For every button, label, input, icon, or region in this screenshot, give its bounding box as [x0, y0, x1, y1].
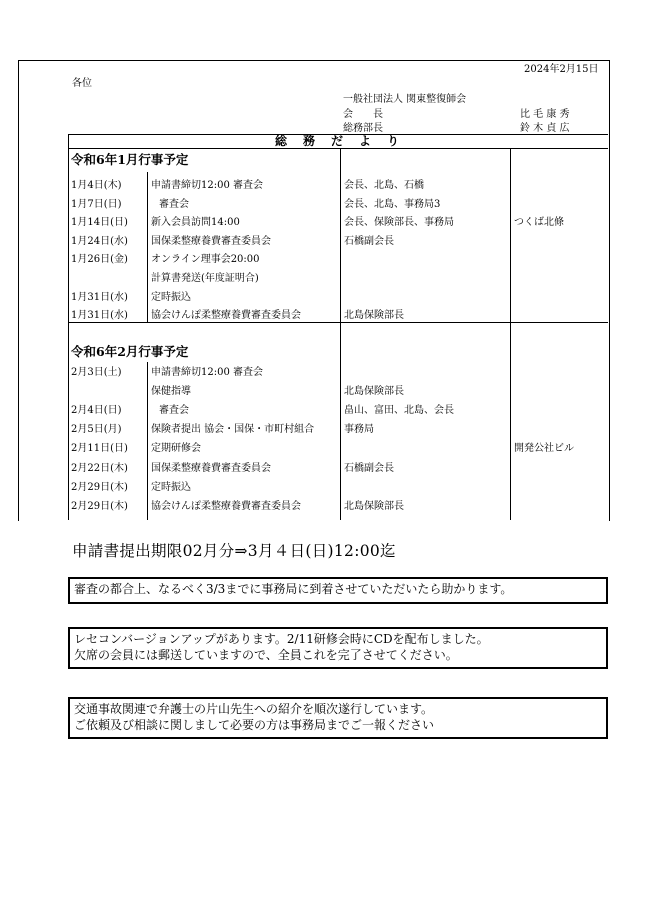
row-date: 1月14日(日) — [71, 217, 128, 229]
feb-section-title: 令和6年2月行事予定 — [71, 344, 189, 359]
row-date: 1月24日(水) — [71, 235, 128, 247]
notice-review-schedule — [68, 577, 608, 604]
table-col-divider-people — [340, 148, 341, 520]
row-people: 会長、北島、事務局3 — [344, 198, 441, 210]
row-date: 2月29日(木) — [71, 500, 128, 512]
row-date: 1月7日(日) — [71, 198, 122, 210]
table-col-divider-feb-date — [147, 362, 148, 520]
row-event: 定時振込 — [151, 481, 191, 493]
row-event: 国保柔整療養費審査委員会 — [151, 462, 271, 474]
recipient-label: 各位 — [72, 78, 92, 89]
row-place: 開発公社ビル — [514, 443, 574, 455]
row-event: 計算書発送(年度証明合) — [151, 273, 259, 284]
row-date: 2月5日(月) — [71, 424, 122, 436]
row-event: 申請書締切12:00 審査会 — [151, 180, 263, 191]
president-role: 会 長 — [343, 109, 383, 120]
banner-title: 総 務 だ よ り — [274, 134, 401, 148]
row-event: 国保柔整療養費審査委員会 — [151, 235, 271, 247]
organization-name: 一般社団法人 関東整復師会 — [343, 94, 467, 105]
row-people: 畠山、富田、北島、会長 — [344, 405, 454, 417]
row-event: 保険者提出 協会・国保・市町村組合 — [151, 424, 315, 436]
row-event: 協会けんぽ柔整療養費審査委員会 — [151, 500, 301, 512]
row-people: 会長、北島、石橋 — [344, 180, 424, 191]
submission-deadline: 申請書提出期限02月分⇒3月４日(日)12:00迄 — [72, 542, 396, 560]
row-people: 北島保険部長 — [344, 386, 404, 398]
row-place: つくば北條 — [514, 217, 564, 229]
row-date: 1月31日(水) — [71, 291, 128, 303]
jan-section-title: 令和6年1月行事予定 — [71, 152, 189, 167]
general-manager-role: 総務部長 — [343, 123, 383, 134]
row-date: 1月4日(木) — [71, 180, 122, 191]
row-date: 2月3日(土) — [71, 367, 122, 378]
row-event: 新入会員訪問14:00 — [151, 217, 240, 229]
notice-update-line1: レセコンバージョンアップがあります。2/11研修会時にCDを配布しました。 — [74, 632, 489, 646]
row-people: 会長、保険部長、事務局 — [344, 217, 454, 229]
issue-date: 2024年2月15日 — [524, 64, 599, 75]
row-date: 2月29日(木) — [71, 481, 128, 493]
banner-bottom-rule — [68, 148, 608, 149]
row-date: 2月22日(木) — [71, 462, 128, 474]
notice-accident-line1: 交通事故関連で弁護士の片山先生への紹介を順次遂行しています。 — [74, 702, 434, 716]
row-date: 1月26日(金) — [71, 254, 128, 266]
row-date: 1月31日(水) — [71, 310, 128, 322]
table-col-divider-place — [510, 148, 511, 520]
row-people: 石橋副会長 — [344, 235, 394, 247]
row-event: 審査会 — [159, 405, 189, 417]
row-event: 定時振込 — [151, 291, 191, 303]
president-name: 比 毛 康 秀 — [520, 109, 570, 120]
row-event: 申請書締切12:00 審査会 — [151, 367, 263, 378]
row-event: 保健指導 — [151, 386, 191, 398]
row-date: 2月4日(日) — [71, 405, 122, 417]
notice-update-line2: 欠席の会員には郵送していますので、全員これを完了させてください。 — [74, 648, 458, 662]
row-date: 2月11日(日) — [71, 443, 128, 455]
row-event: オンライン理事会20:00 — [151, 254, 260, 266]
notice-review-text: 審査の都合上、なるべく3/3までに事務局に到着させていただいたら助かります。 — [74, 582, 513, 596]
notice-software-update — [68, 627, 608, 669]
notice-traffic-accident — [68, 697, 608, 739]
table-col-divider-jan-date — [147, 172, 148, 322]
row-event: 審査会 — [159, 198, 189, 210]
table-left-border — [68, 134, 69, 520]
row-event: 協会けんぽ柔整療養費審査委員会 — [151, 310, 301, 322]
notice-accident-line2: ご依頼及び相談に関しまして必要の方は事務局までご一報ください — [74, 718, 435, 732]
row-people: 事務局 — [344, 424, 374, 436]
general-manager-name: 鈴 木 貞 広 — [520, 123, 570, 134]
month-separator — [68, 322, 608, 323]
row-people: 石橋副会長 — [344, 462, 394, 474]
row-event: 定期研修会 — [151, 443, 201, 455]
row-people: 北島保険部長 — [344, 500, 404, 512]
row-people: 北島保険部長 — [344, 310, 404, 322]
